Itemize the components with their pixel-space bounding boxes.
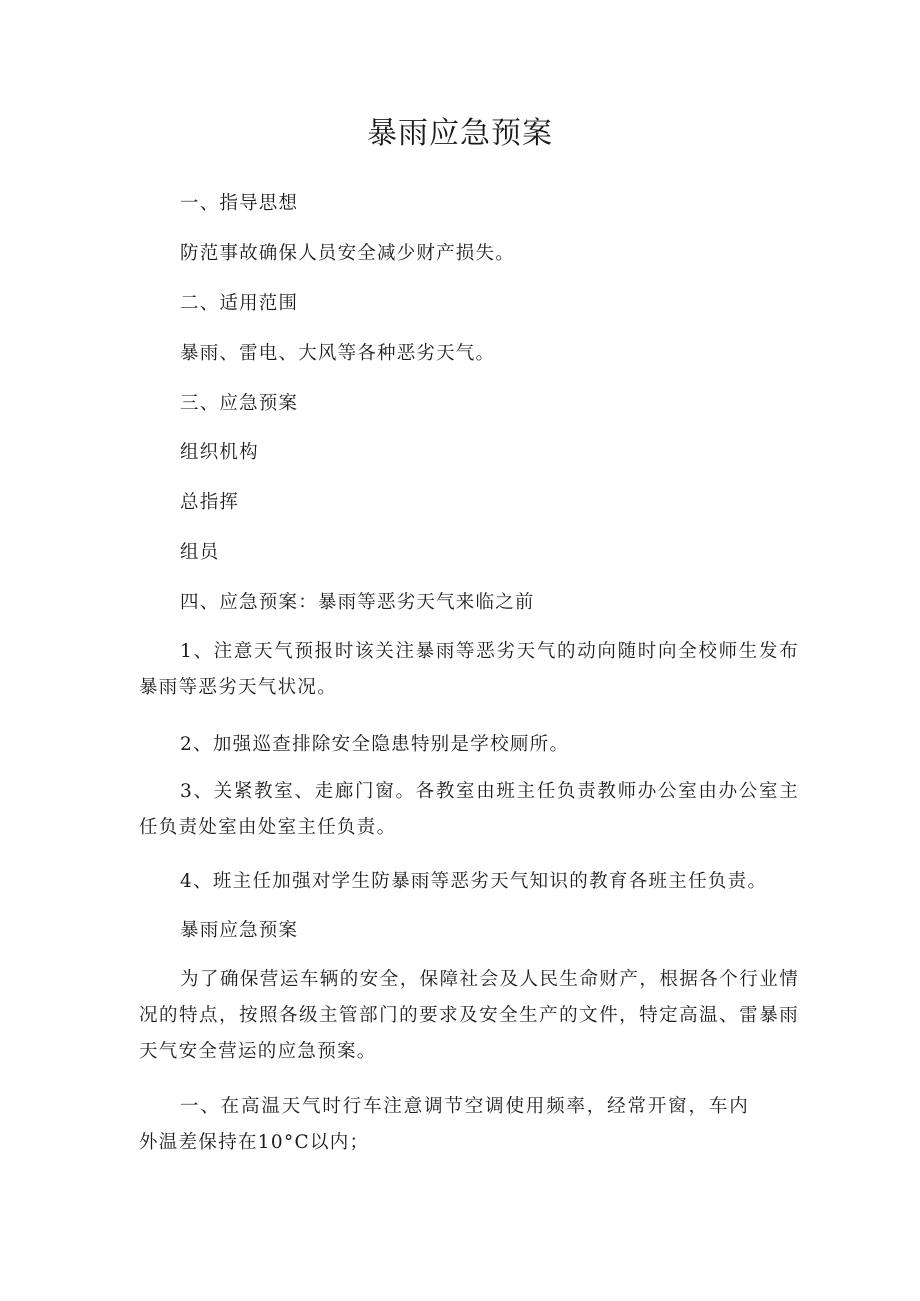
section-heading-scope: 二、适用范围 [180, 293, 299, 314]
text-line: 总指挥 [180, 492, 240, 513]
intro-paragraph: 为了确保营运车辆的安全，保障社会及人民生命财产，根据各个行业情况的特点，按照各级主管部门的要求及安全生产的文件，特定高温、雷暴雨天气安全营运的应急预案。 [139, 969, 799, 1062]
document-title: 暴雨应急预案 [367, 116, 553, 151]
text-line: 组员 [180, 542, 220, 563]
last-paragraph: 一、在高温天气时行车注意调节空调使用频率，经常开窗，车内外温差保持在10°C以内； [139, 1096, 749, 1153]
text-line: 防范事故确保人员安全减少财产损失。 [180, 243, 515, 264]
subtitle: 暴雨应急预案 [180, 920, 299, 941]
section-heading-guiding-ideology: 一、指导思想 [180, 193, 299, 214]
text-line: 组织机构 [180, 442, 259, 463]
section-heading-before-storm: 四、应急预案：暴雨等恶劣天气来临之前 [180, 592, 535, 613]
paragraph-item-4: 4、班主任加强对学生防暴雨等恶劣天气知识的教育各班主任负责。 [180, 871, 768, 892]
section-heading-emergency-plan: 三、应急预案 [180, 393, 299, 414]
paragraph-item-1: 1、注意天气预报时该关注暴雨等恶劣天气的动向随时向全校师生发布暴雨等恶劣天气状况。 [139, 641, 799, 698]
paragraph-item-2: 2、加强巡查排除安全隐患特别是学校厕所。 [180, 734, 570, 755]
text-line: 暴雨、雷电、大风等各种恶劣天气。 [180, 343, 496, 364]
paragraph-item-3: 3、关紧教室、走廊门窗。各教室由班主任负责教师办公室由办公室主任负责处室由处室主任负责。 [139, 781, 799, 838]
